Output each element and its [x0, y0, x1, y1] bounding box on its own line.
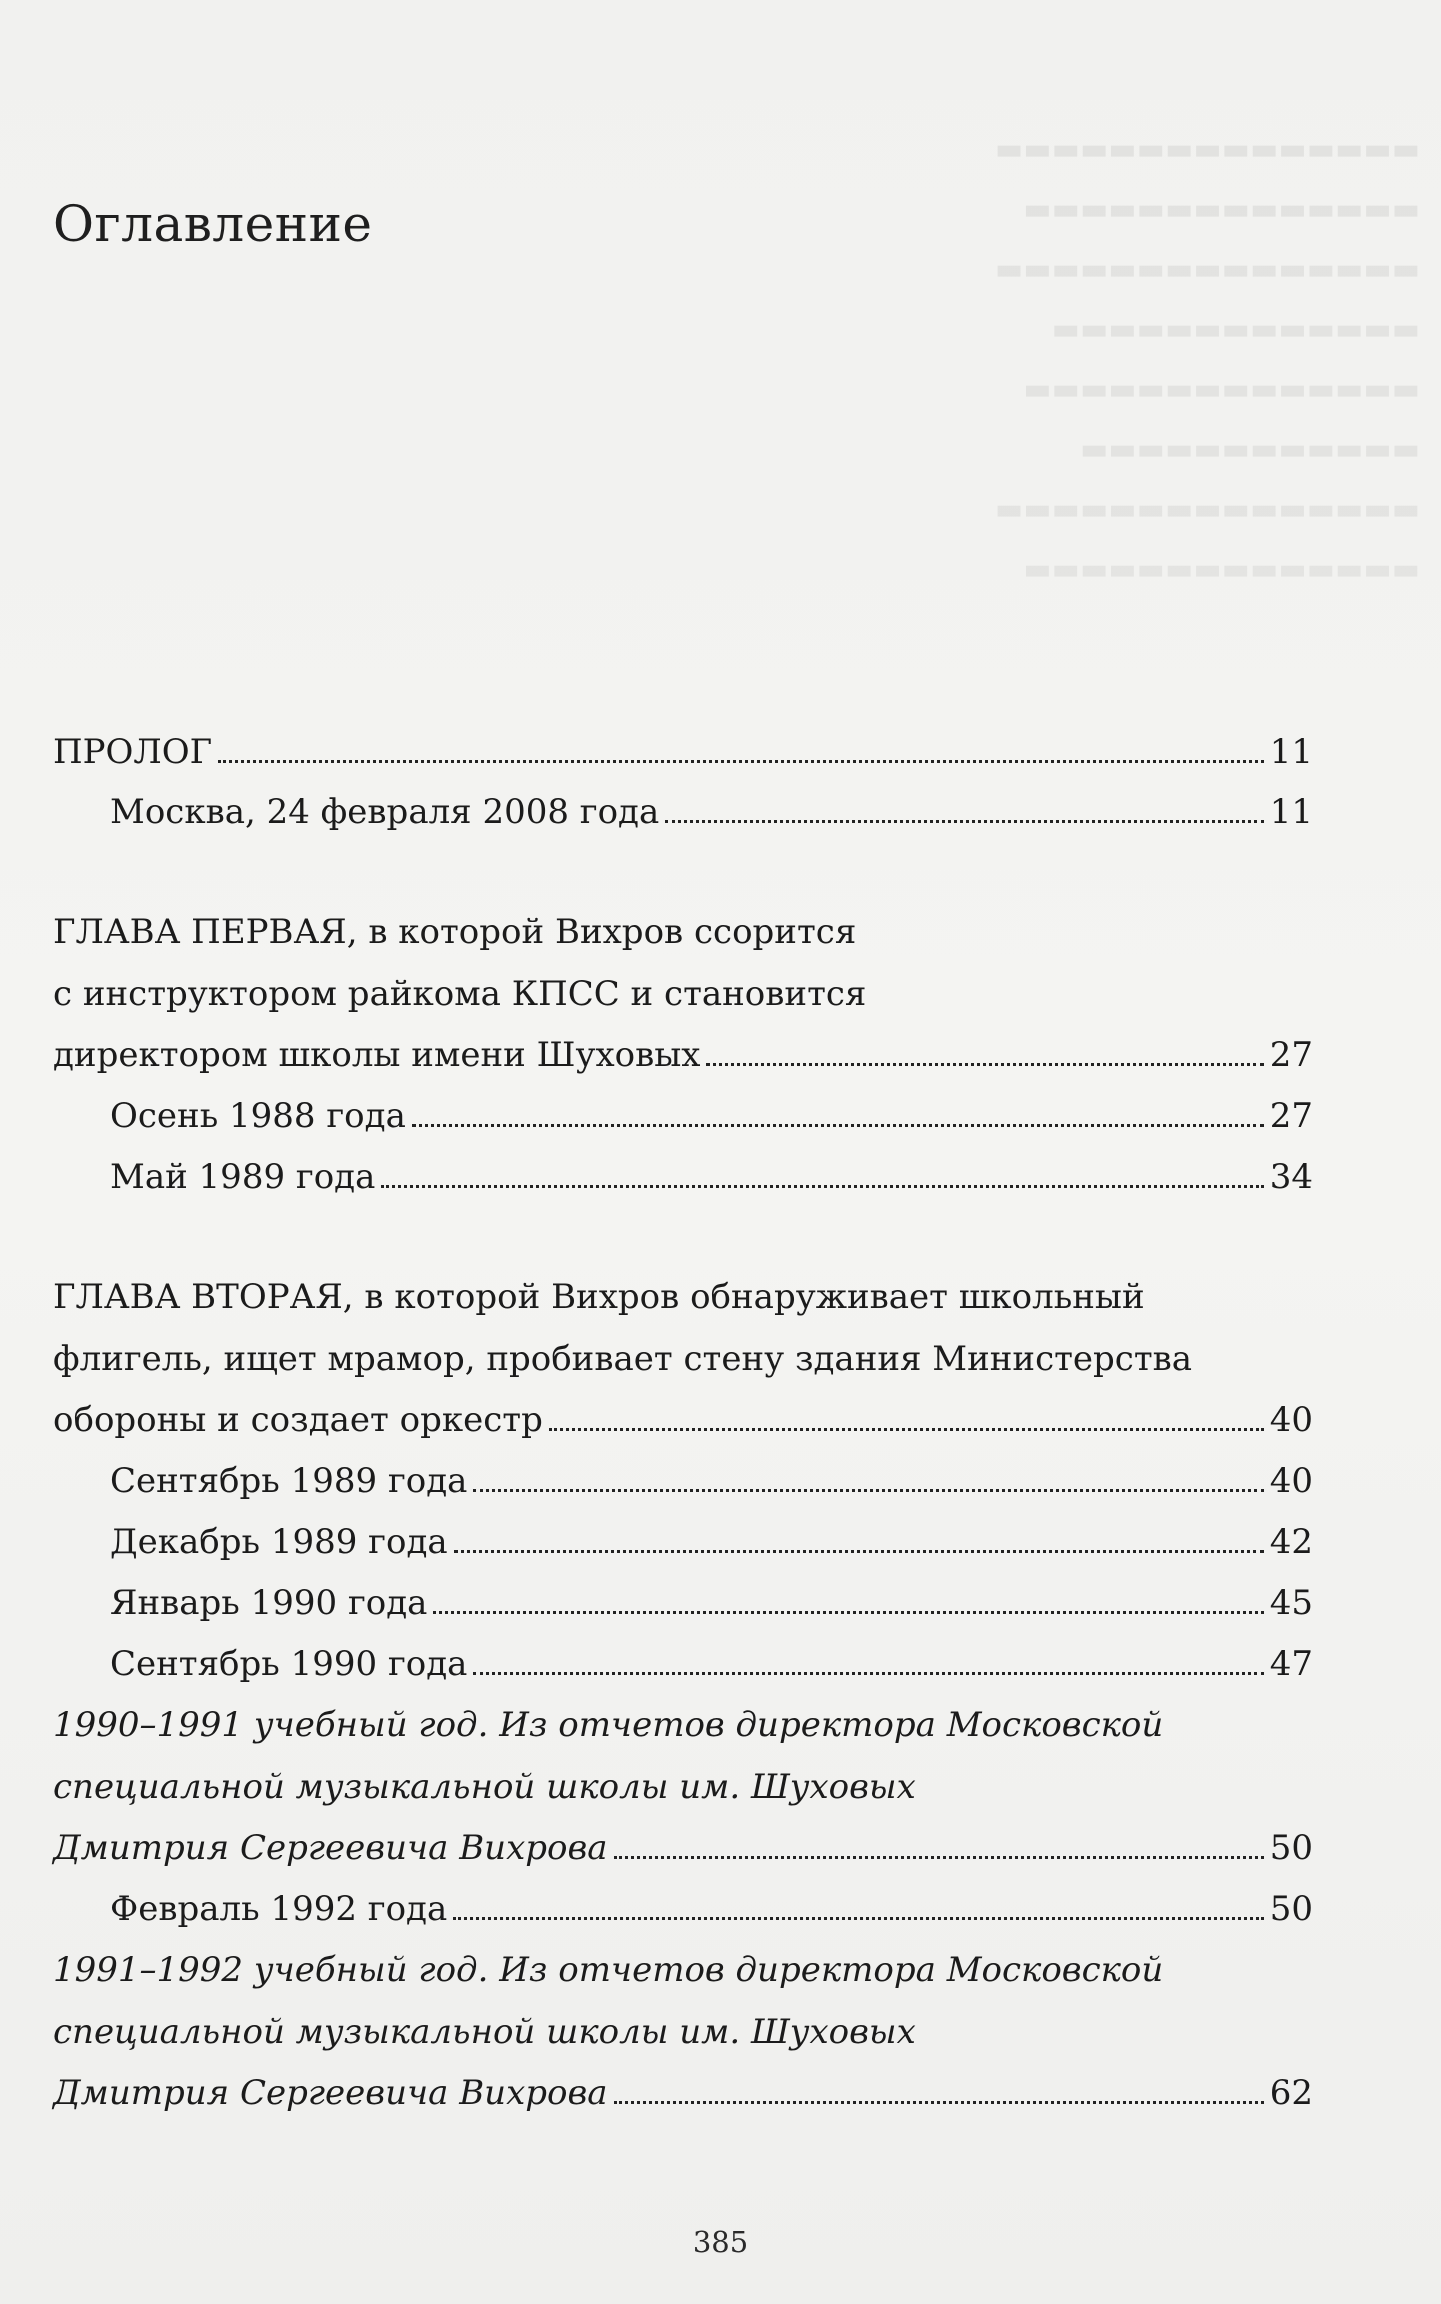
dot-leader — [218, 760, 1264, 763]
entry-page: 47 — [1269, 1644, 1313, 1684]
entry-page: 11 — [1269, 732, 1313, 772]
entry-page: 40 — [1269, 1461, 1313, 1501]
entry-title: Сентябрь 1989 года — [110, 1461, 468, 1501]
toc-entry-chapter-2-line-1: ГЛАВА ВТОРАЯ, в которой Вихров обнаруживает школьный — [53, 1277, 1145, 1317]
toc-subentry — [110, 1578, 1313, 1628]
entry-page: 27 — [1269, 1035, 1313, 1075]
toc-entry-chapter-1-line-1: ГЛАВА ПЕРВАЯ, в которой Вихров ссорится — [53, 912, 857, 952]
entry-page: 42 — [1269, 1522, 1313, 1562]
dot-leader — [614, 2101, 1264, 2104]
toc-entry-chapter-1-line-3 — [53, 1030, 1313, 1080]
entry-title: директором школы имени Шуховых — [53, 1035, 701, 1075]
bleed-through-text: ▬▬▬▬▬▬▬▬▬▬▬▬▬▬▬ ▬▬▬▬▬▬▬▬▬▬▬▬▬▬ ▬▬▬▬▬▬▬▬▬▬▬▬▬▬▬ ▬▬▬▬▬▬▬▬▬▬▬▬▬ ▬▬▬▬▬▬▬▬▬▬▬▬▬▬ ▬▬▬▬▬▬▬▬▬▬▬▬ ▬▬▬▬▬▬▬▬▬▬▬▬▬▬▬ ▬▬▬▬▬▬▬▬▬▬▬▬▬▬ — [994, 132, 1420, 587]
dot-leader — [473, 1489, 1263, 1492]
entry-page: 11 — [1269, 792, 1313, 832]
toc-heading: Оглавление — [53, 195, 373, 253]
dot-leader — [454, 1550, 1264, 1553]
entry-page: 62 — [1269, 2073, 1313, 2113]
entry-page: 50 — [1269, 1889, 1313, 1929]
entry-title: Дмитрия Сергеевича Вихрова — [53, 1828, 608, 1868]
toc-entry-chapter-2-line-2: флигель, ищет мрамор, пробивает стену здания Министерства — [53, 1339, 1193, 1379]
entry-title: Сентябрь 1990 года — [110, 1644, 468, 1684]
toc-entry-report-1991-line-2: специальной музыкальной школы им. Шуховых — [53, 2012, 916, 2052]
toc-entry-report-1990-line-2: специальной музыкальной школы им. Шуховых — [53, 1767, 916, 1807]
entry-title: Дмитрия Сергеевича Вихрова — [53, 2073, 608, 2113]
entry-title: ПРОЛОГ — [53, 732, 213, 772]
entry-page: 50 — [1269, 1828, 1313, 1868]
entry-title: Осень 1988 года — [110, 1096, 406, 1136]
toc-entry-report-1990-line-3 — [53, 1823, 1313, 1873]
entry-title: Москва, 24 февраля 2008 года — [110, 792, 660, 832]
entry-page: 27 — [1269, 1096, 1313, 1136]
entry-title: Февраль 1992 года — [110, 1889, 448, 1929]
dot-leader — [412, 1124, 1264, 1127]
dot-leader — [706, 1063, 1263, 1066]
entry-title: Декабрь 1989 года — [110, 1522, 448, 1562]
entry-title: Январь 1990 года — [110, 1583, 428, 1623]
entry-page: 34 — [1269, 1157, 1313, 1197]
entry-title: обороны и создает оркестр — [53, 1400, 543, 1440]
dot-leader — [665, 820, 1263, 823]
toc-entry-report-1990-line-1: 1990–1991 учебный год. Из отчетов директора Московской — [53, 1705, 1164, 1745]
toc-entry-report-1991-line-1: 1991–1992 учебный год. Из отчетов директора Московской — [53, 1950, 1164, 1990]
entry-page: 45 — [1269, 1583, 1313, 1623]
entry-title: Май 1989 года — [110, 1157, 376, 1197]
page-number: 385 — [692, 2225, 749, 2259]
toc-subentry — [110, 1091, 1313, 1141]
entry-page: 40 — [1269, 1400, 1313, 1440]
toc-subentry — [110, 1639, 1313, 1689]
dot-leader — [614, 1856, 1264, 1859]
dot-leader — [549, 1428, 1264, 1431]
dot-leader — [473, 1672, 1263, 1675]
dot-leader — [433, 1611, 1263, 1614]
toc-subentry — [110, 1884, 1313, 1934]
toc-subentry — [110, 1517, 1313, 1567]
toc-subentry — [110, 1152, 1313, 1202]
toc-entry-chapter-2-line-3 — [53, 1395, 1313, 1445]
toc-entry-report-1991-line-3 — [53, 2068, 1313, 2118]
toc-subentry — [110, 1456, 1313, 1506]
toc-entry-prologue — [53, 727, 1313, 777]
toc-subentry — [110, 787, 1313, 837]
toc-entry-chapter-1-line-2: с инструктором райкома КПСС и становится — [53, 974, 867, 1014]
dot-leader — [453, 1917, 1263, 1920]
dot-leader — [381, 1185, 1263, 1188]
